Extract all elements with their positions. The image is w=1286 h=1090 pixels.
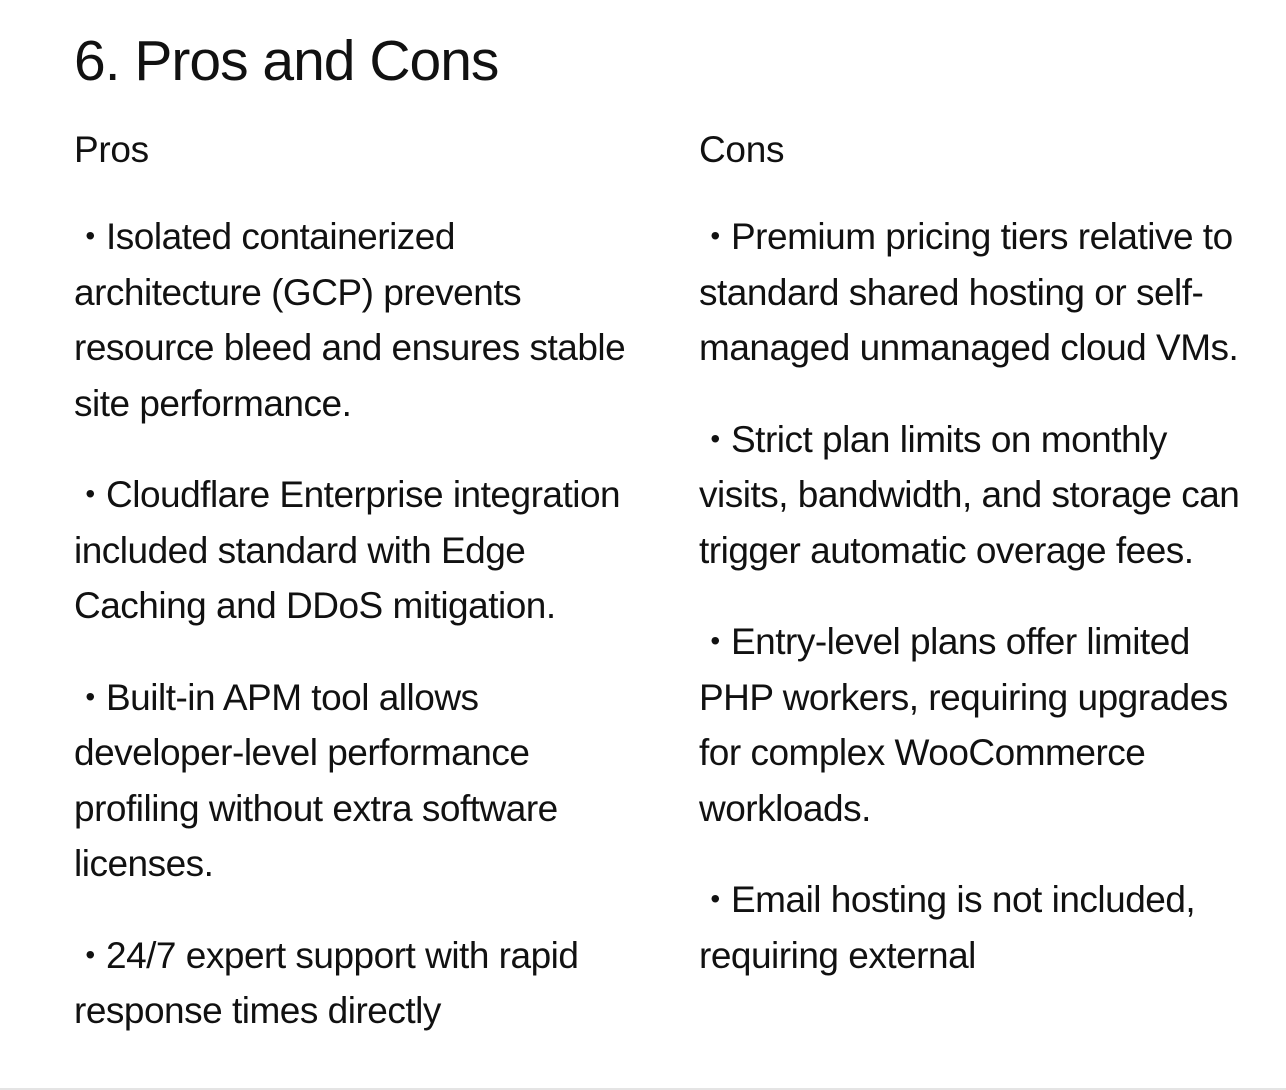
pros-column (74, 124, 634, 1074)
pros-list-item (74, 208, 634, 431)
pros-list-item (74, 927, 634, 1039)
pros-list-item (74, 466, 634, 634)
cons-item-text: Entry-level plans offer limited PHP workers, requiring upgrades for complex WooCommerce workloads. (699, 621, 1228, 829)
cons-list-item (699, 411, 1259, 579)
cons-list-item (699, 871, 1259, 983)
bullet-icon: • (85, 680, 95, 712)
cons-list (699, 208, 1259, 983)
pros-item-text: 24/7 expert support with rapid response times directly (74, 934, 579, 1031)
cons-item-text: Strict plan limits on monthly visits, bandwidth, and storage can trigger automatic overage fees. (699, 418, 1240, 571)
pros-item-text: Cloudflare Enterprise integration included standard with Edge Caching and DDoS mitigation. (74, 474, 621, 626)
bullet-icon: • (85, 478, 95, 509)
bullet-icon: • (710, 883, 720, 914)
pros-item-text: Built-in APM tool allows developer-level performance profiling without extra software licenses. (74, 676, 558, 884)
pros-list (74, 208, 634, 1039)
section-title: 6. Pros and Cons (74, 29, 499, 93)
cons-list-item (699, 208, 1259, 376)
pros-item-text: Isolated containerized architecture (GCP) prevents resource bleed and ensures stable site performance. (74, 216, 626, 424)
cons-list-item (699, 613, 1259, 836)
pros-heading: Pros (74, 129, 149, 170)
bullet-icon: • (710, 220, 720, 251)
pros-list-item (74, 669, 634, 892)
cons-item-text: Email hosting is not included, requiring external (699, 879, 1196, 976)
bullet-icon: • (85, 938, 95, 970)
bullet-icon: • (85, 220, 95, 251)
bullet-icon: • (710, 625, 720, 656)
cons-column (699, 124, 1259, 1018)
bullet-icon: • (710, 422, 720, 454)
cons-heading: Cons (699, 129, 785, 170)
cons-item-text: Premium pricing tiers relative to standard shared hosting or self-managed unmanaged cloud VMs. (699, 216, 1239, 368)
